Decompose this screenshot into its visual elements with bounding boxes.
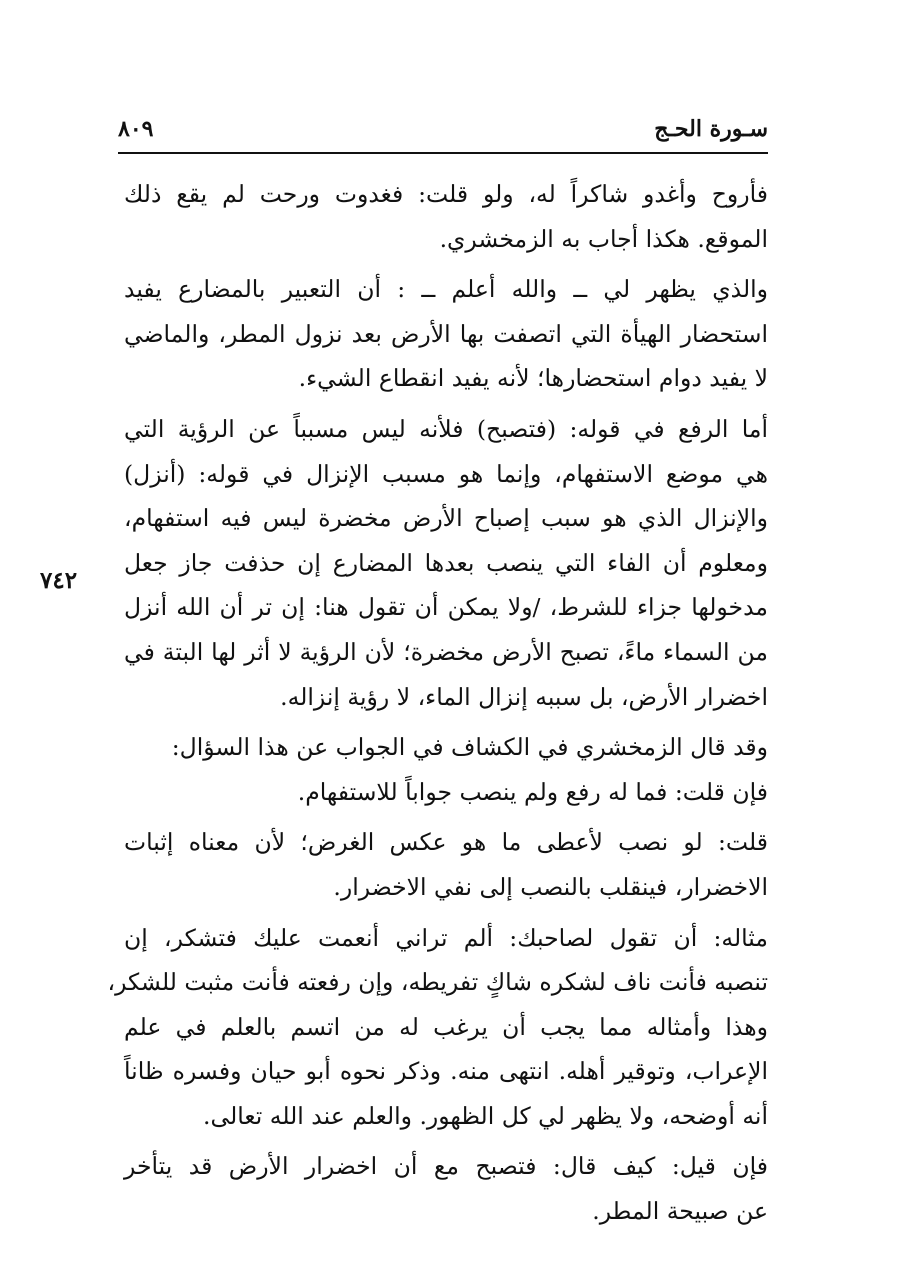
text-line: استحضار الهيأة التي اتصفت بها الأرض بعد نزول المطر، والماضي bbox=[124, 319, 768, 348]
text-line: تنصبه فأنت ناف لشكره شاكٍ تفريطه، وإن رفعته فأنت مثبت للشكر، bbox=[107, 968, 768, 997]
text-line: فإن قيل: كيف قال: فتصبح مع أن اخضرار الأرض قد يتأخر bbox=[124, 1152, 768, 1181]
text-line: عن صبيحة المطر. bbox=[592, 1197, 768, 1226]
surah-title: سـورة الحـج bbox=[654, 116, 768, 142]
text-line: مدخولها جزاء للشرط، /ولا يمكن أن تقول هنا: إن تر أن الله أنزل bbox=[124, 593, 768, 622]
text-line: ومعلوم أن الفاء التي ينصب بعدها المضارع إن حذفت جاز جعل bbox=[124, 548, 768, 577]
text-line: فأروح وأغدو شاكراً له، ولو قلت: فغدوت ورحت لم يقع ذلك bbox=[124, 180, 768, 208]
text-line: هي موضع الاستفهام، وإنما هو مسبب الإنزال في قوله: (أنزل) bbox=[124, 459, 768, 488]
text-line: اخضرار الأرض، بل سببه إنزال الماء، لا رؤية إنزاله. bbox=[280, 682, 768, 711]
text-line: والإنزال الذي هو سبب إصباح الأرض مخضرة ليس فيه استفهام، bbox=[124, 504, 768, 533]
header-rule bbox=[118, 152, 768, 154]
text-line: فإن قلت: فما له رفع ولم ينصب جواباً للاستفهام. bbox=[297, 777, 768, 806]
text-line: والذي يظهر لي ــ والله أعلم ــ : أن التعبير بالمضارع يفيد bbox=[124, 275, 768, 304]
text-line: الإعراب، وتوقير أهله. انتهى منه. وذكر نحوه أبو حيان وفسره ظاناً bbox=[124, 1057, 768, 1086]
text-line: أنه أوضحه، ولا يظهر لي كل الظهور. والعلم عند الله تعالى. bbox=[203, 1101, 768, 1130]
page-body bbox=[107, 172, 768, 1234]
text-line: وهذا وأمثاله مما يجب أن يرغب له من اتسم بالعلم في علم bbox=[124, 1012, 768, 1041]
text-line: أما الرفع في قوله: (فتصبح) فلأنه ليس مسبباً عن الرؤية التي bbox=[124, 414, 768, 443]
page-header bbox=[118, 116, 768, 150]
text-line: وقد قال الزمخشري في الكشاف في الجواب عن هذا السؤال: bbox=[171, 733, 768, 762]
margin-page-reference: ٧٤٢ bbox=[40, 567, 78, 594]
text-line: من السماء ماءً، تصبح الأرض مخضرة؛ لأن الرؤية لا أثر لها البتة في bbox=[124, 637, 768, 666]
page-number: ٨٠٩ bbox=[118, 116, 154, 142]
text-line: الاخضرار، فينقلب بالنصب إلى نفي الاخضرار. bbox=[333, 872, 768, 901]
text-line: قلت: لو نصب لأعطى ما هو عكس الغرض؛ لأن معناه إثبات bbox=[124, 828, 768, 857]
text-line: لا يفيد دوام استحضارها؛ لأنه يفيد انقطاع الشيء. bbox=[298, 364, 768, 393]
text-line: الموقع. هكذا أجاب به الزمخشري. bbox=[439, 224, 768, 253]
text-line: مثاله: أن تقول لصاحبك: ألم تراني أنعمت عليك فتشكر، إن bbox=[124, 923, 768, 952]
